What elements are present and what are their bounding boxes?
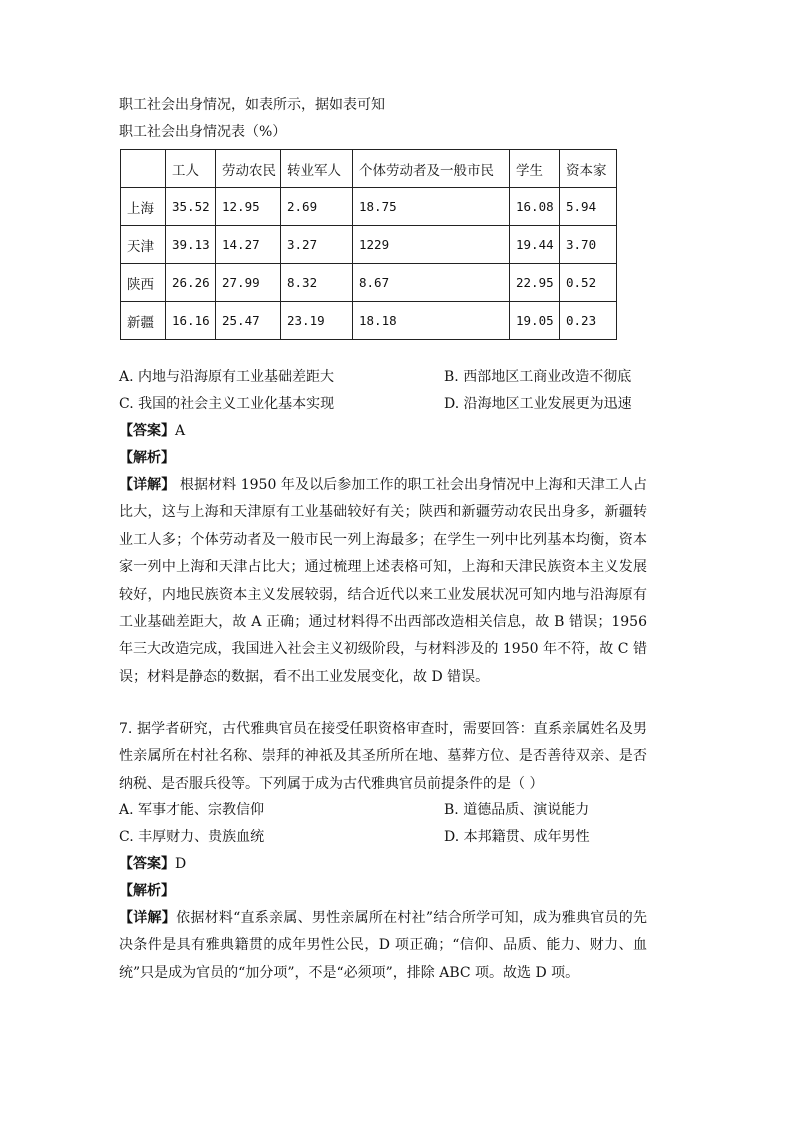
detail-label: 【详解】 [119,477,176,493]
table-header-cell: 转业军人 [281,150,353,188]
table-header-cell: 资本家 [560,150,617,188]
q7-stem: 7. 据学者研究，古代雅典官员在接受任职资格审查时，需要回答：直系亲属姓名及男性亲属所在村社名称、崇拜的神祇及其圣所所在地、墓葬方位、是否善待双亲、是否纳税、是否服兵役等。下列属于成为古代雅典官员前提条件的是（ ） [119,721,647,792]
table-cell: 18.75 [353,188,510,226]
answer-label: 【答案】 [119,423,175,439]
table-cell: 35.52 [166,188,216,226]
table-row [121,188,617,226]
q7-answer [119,855,186,873]
q6-analysis-label: 【解析】 [119,450,175,466]
table-cell: 1229 [353,226,510,264]
table-cell: 16.08 [510,188,560,226]
q7-analysis-label: 【解析】 [119,883,175,899]
intro-line: 职工社会出身情况，如表所示，据如表可知 [119,97,385,113]
table-row [121,302,617,340]
table-cell: 19.05 [510,302,560,340]
table-header-row [121,150,617,188]
table-header-cell: 个体劳动者及一般市民 [353,150,510,188]
table-cell: 0.23 [560,302,617,340]
q6-option-c: C. 我国的社会主义工业化基本实现 [119,396,335,412]
table-row [121,264,617,302]
table-cell: 5.94 [560,188,617,226]
table-header-cell: 劳动农民 [216,150,281,188]
table-cell: 8.32 [281,264,353,302]
detail-text: 依据材料“直系亲属、男性亲属所在村社”结合所学可知，成为雅典官员的先决条件是具有雅典籍贯的成年男性公民，D 项正确；“信仰、品质、能力、财力、血统”只是成为官员的“加分项”，不是“必须项”，排除 ABC 项。故选 D 项。 [119,910,648,981]
table-header-cell [121,150,166,188]
table-cell: 27.99 [216,264,281,302]
origin-table [120,149,617,340]
q7-option-d: D. 本邦籍贯、成年男性 [444,829,590,845]
answer-label: 【答案】 [119,856,175,872]
table-cell: 12.95 [216,188,281,226]
q6-option-b: B. 西部地区工商业改造不彻底 [444,369,632,385]
q6-detail [119,472,647,691]
table-row [121,226,617,264]
answer-value: D [175,856,187,872]
table-cell: 3.27 [281,226,353,264]
table-header-cell: 学生 [510,150,560,188]
table-cell: 新疆 [121,302,166,340]
q7-detail [119,905,647,987]
table-cell: 26.26 [166,264,216,302]
table-cell: 19.44 [510,226,560,264]
table-cell: 陕西 [121,264,166,302]
table-caption: 职工社会出身情况表（%） [119,124,287,140]
q6-option-a: A. 内地与沿海原有工业基础差距大 [119,369,335,385]
table-cell: 16.16 [166,302,216,340]
table-cell: 23.19 [281,302,353,340]
table-cell: 上海 [121,188,166,226]
q6-option-d: D. 沿海地区工业发展更为迅速 [444,396,632,412]
table-cell: 3.70 [560,226,617,264]
table-cell: 22.95 [510,264,560,302]
table-cell: 2.69 [281,188,353,226]
table-header-cell: 工人 [166,150,216,188]
table-cell: 14.27 [216,226,281,264]
table-cell: 8.67 [353,264,510,302]
q6-answer [119,422,185,440]
table-cell: 25.47 [216,302,281,340]
q7-option-c: C. 丰厚财力、贵族血统 [119,829,265,845]
answer-value: A [175,423,186,439]
table-cell: 39.13 [166,226,216,264]
table-cell: 18.18 [353,302,510,340]
table-cell: 0.52 [560,264,617,302]
table-cell: 天津 [121,226,166,264]
detail-text: 根据材料 1950 年及以后参加工作的职工社会出身情况中上海和天津工人占比大，这与上海和天津原有工业基础较好有关；陕西和新疆劳动农民出身多，新疆转业工人多；个体劳动者及一般市民一列上海最多；在学生一列中比列基本均衡，资本家一列中上海和天津占比大；通过梳理上述表格可知，上海和天津民族资本主义发展较好，内地民族资本主义发展较弱，结合近代以来工业发展状况可知内地与沿海原有工业基础差距大，故 A 正确；通过材料得不出西部改造相关信息，故 B 错误；1956 年三大改造完成，我国进入社会主义初级阶段，与材料涉及的 1950 年不符，故 C 错误；材料是静态的数据，看不出工业发展变化，故 D 错误。 [119,477,648,685]
detail-label: 【详解】 [119,910,177,926]
q7-option-a: A. 军事才能、宗教信仰 [119,802,265,818]
q7-option-b: B. 道德品质、演说能力 [444,802,590,818]
